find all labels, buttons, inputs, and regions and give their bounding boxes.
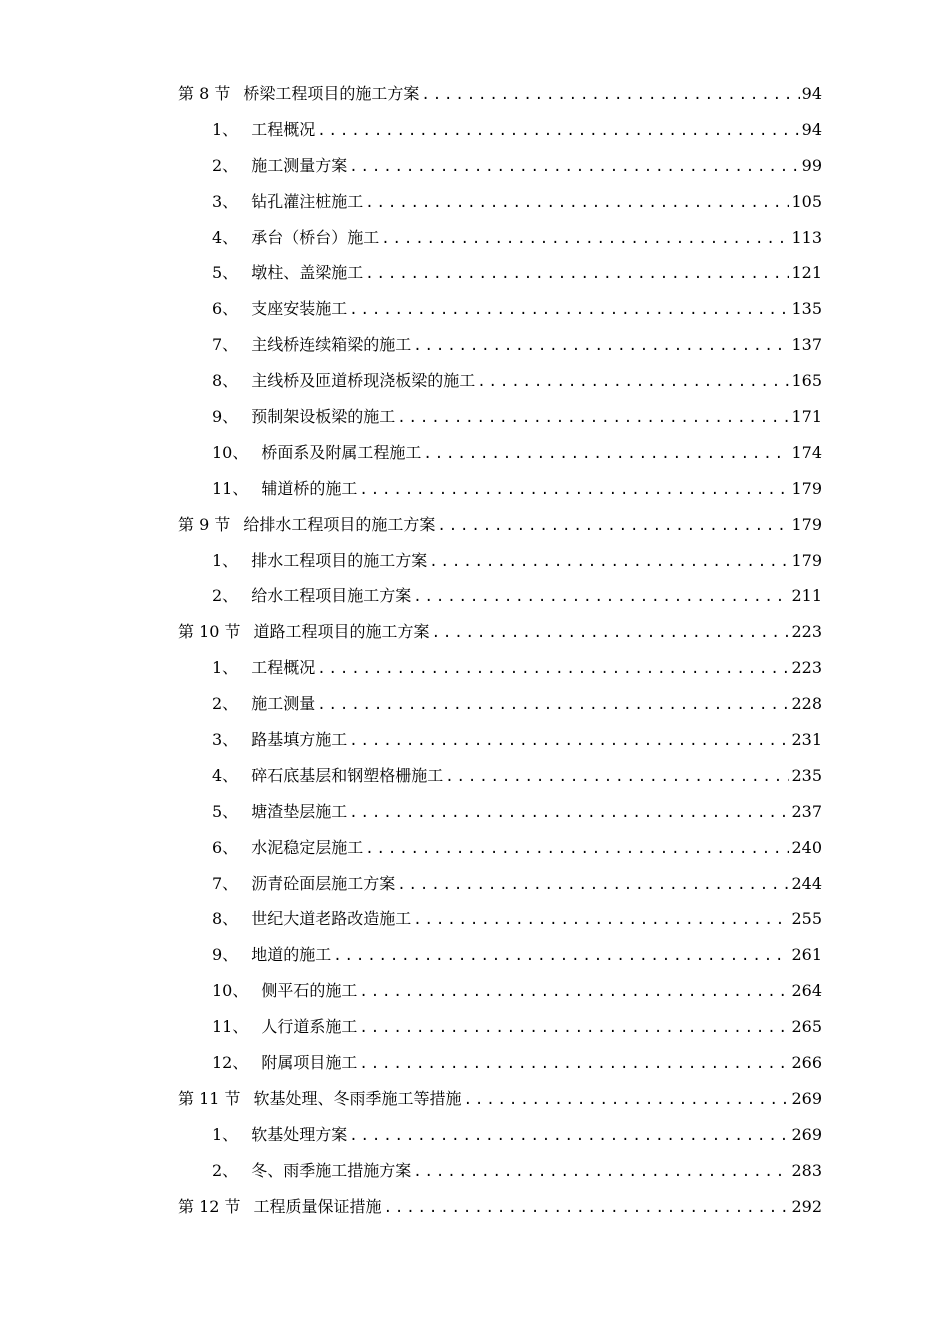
toc-entry-title: 道路工程项目的施工方案 xyxy=(253,622,430,642)
toc-entry-page: 264 xyxy=(791,981,822,1001)
toc-entry-page: 266 xyxy=(791,1053,822,1073)
toc-entry-page: 223 xyxy=(791,658,822,678)
toc-subsection-entry[interactable] xyxy=(178,435,822,471)
toc-entry-title: 软基处理方案 xyxy=(251,1124,348,1144)
toc-subsection-entry[interactable] xyxy=(178,1045,822,1081)
toc-entry-page: 137 xyxy=(791,335,822,355)
dot-leader xyxy=(317,114,799,148)
toc-entry-number: 11、 xyxy=(212,1017,249,1037)
toc-entry-title: 施工测量 xyxy=(251,694,316,714)
toc-subsection-entry[interactable] xyxy=(178,148,822,184)
toc-entry-page: 94 xyxy=(801,84,822,103)
toc-entry-number: 5、 xyxy=(212,263,239,283)
toc-entry-number: 6、 xyxy=(212,837,239,857)
dot-leader xyxy=(333,939,789,973)
dot-leader xyxy=(381,222,789,256)
toc-entry-number: 1、 xyxy=(212,550,239,570)
toc-subsection-entry[interactable] xyxy=(178,973,822,1009)
toc-subsection-entry[interactable] xyxy=(178,1117,822,1153)
dot-leader xyxy=(359,1047,789,1081)
toc-entry-number: 8、 xyxy=(212,371,239,391)
toc-subsection-entry[interactable] xyxy=(178,830,822,866)
toc-section-entry[interactable] xyxy=(178,614,822,650)
dot-leader xyxy=(349,796,789,830)
toc-subsection-entry[interactable] xyxy=(178,363,822,399)
toc-subsection-entry[interactable] xyxy=(178,399,822,435)
dot-leader xyxy=(423,437,789,471)
toc-entry-page: 244 xyxy=(791,873,822,893)
toc-entry-number: 7、 xyxy=(212,873,239,893)
toc-entry-page: 165 xyxy=(791,371,822,391)
dot-leader xyxy=(359,1011,789,1045)
toc-entry-number: 第 12 节 xyxy=(178,1196,241,1216)
dot-leader xyxy=(477,365,789,399)
toc-entry-number: 11、 xyxy=(212,478,249,498)
dot-leader xyxy=(413,329,789,363)
dot-leader xyxy=(365,832,789,866)
toc-subsection-entry[interactable] xyxy=(178,255,822,291)
toc-entry-page: 223 xyxy=(791,622,822,642)
dot-leader xyxy=(421,78,799,112)
toc-entry-number: 9、 xyxy=(212,407,239,427)
toc-subsection-entry[interactable] xyxy=(178,184,822,220)
dot-leader xyxy=(349,293,789,327)
toc-entry-title: 人行道系施工 xyxy=(261,1017,358,1037)
dot-leader xyxy=(317,652,789,686)
toc-entry-page: 179 xyxy=(791,478,822,498)
toc-entry-page: 237 xyxy=(791,801,822,821)
toc-entry-number: 12、 xyxy=(212,1053,249,1073)
toc-subsection-entry[interactable] xyxy=(178,220,822,256)
toc-entry-page: 211 xyxy=(791,586,822,606)
dot-leader xyxy=(359,473,789,507)
toc-entry-title: 世纪大道老路改造施工 xyxy=(251,909,412,929)
toc-entry-page: 121 xyxy=(791,263,822,283)
toc-subsection-entry[interactable] xyxy=(178,901,822,937)
toc-entry-number: 第 11 节 xyxy=(178,1088,241,1108)
toc-entry-page: 135 xyxy=(791,299,822,319)
dot-leader xyxy=(397,868,789,902)
toc-entry-page: 240 xyxy=(791,837,822,857)
toc-entry-title: 塘渣垫层施工 xyxy=(251,801,348,821)
dot-leader xyxy=(349,150,799,184)
toc-entry-number: 9、 xyxy=(212,945,239,965)
toc-entry-page: 269 xyxy=(791,1124,822,1144)
toc-entry-number: 第 10 节 xyxy=(178,622,241,642)
toc-entry-title: 主线桥及匝道桥现浇板梁的施工 xyxy=(251,371,476,391)
toc-entry-page: 283 xyxy=(791,1160,822,1180)
toc-entry-number: 8、 xyxy=(212,909,239,929)
toc-section-entry[interactable] xyxy=(178,76,822,112)
toc-subsection-entry[interactable] xyxy=(178,866,822,902)
toc-entry-number: 2、 xyxy=(212,1160,239,1180)
toc-entry-page: 255 xyxy=(791,909,822,929)
toc-entry-page: 269 xyxy=(791,1088,822,1108)
dot-leader xyxy=(413,580,789,614)
toc-subsection-entry[interactable] xyxy=(178,1153,822,1189)
toc-entry-number: 第 8 节 xyxy=(178,84,231,103)
toc-entry-title: 工程概况 xyxy=(251,119,316,139)
toc-entry-title: 路基填方施工 xyxy=(251,730,348,750)
dot-leader xyxy=(432,616,790,650)
toc-subsection-entry[interactable] xyxy=(178,327,822,363)
toc-section-entry[interactable] xyxy=(178,1081,822,1117)
toc-entry-title: 主线桥连续箱梁的施工 xyxy=(251,335,412,355)
dot-leader xyxy=(317,688,789,722)
toc-entry-title: 沥青砼面层施工方案 xyxy=(251,873,396,893)
toc-entry-number: 1、 xyxy=(212,119,239,139)
toc-entry-title: 工程概况 xyxy=(251,658,316,678)
dot-leader xyxy=(349,1119,789,1153)
toc-entry-page: 99 xyxy=(801,155,822,175)
toc-entry-title: 侧平石的施工 xyxy=(261,981,358,1001)
toc-entry-page: 105 xyxy=(791,191,822,211)
toc-subsection-entry[interactable] xyxy=(178,722,822,758)
toc-entry-number: 2、 xyxy=(212,155,239,175)
toc-entry-page: 265 xyxy=(791,1017,822,1037)
dot-leader xyxy=(413,1155,789,1189)
toc-subsection-entry[interactable] xyxy=(178,650,822,686)
dot-leader xyxy=(365,257,789,291)
toc-entry-number: 2、 xyxy=(212,586,239,606)
toc-entry-title: 施工测量方案 xyxy=(251,155,348,175)
dot-leader xyxy=(429,545,789,579)
toc-entry-page: 174 xyxy=(791,442,822,462)
toc-entry-title: 碎石底基层和钢塑格栅施工 xyxy=(251,765,444,785)
dot-leader xyxy=(397,401,789,435)
toc-subsection-entry[interactable] xyxy=(178,578,822,614)
toc-entry-title: 地道的施工 xyxy=(251,945,332,965)
toc-entry-number: 10、 xyxy=(212,442,249,462)
dot-leader xyxy=(445,760,789,794)
toc-entry-number: 5、 xyxy=(212,801,239,821)
toc-entry-title: 桥梁工程项目的施工方案 xyxy=(243,84,420,103)
toc-subsection-entry[interactable] xyxy=(178,291,822,327)
toc-entry-number: 10、 xyxy=(212,981,249,1001)
toc-entry-title: 给水工程项目施工方案 xyxy=(251,586,412,606)
toc-entry-number: 3、 xyxy=(212,730,239,750)
toc-entry-page: 113 xyxy=(791,227,822,247)
toc-subsection-entry[interactable] xyxy=(178,1009,822,1045)
toc-entry-page: 228 xyxy=(791,694,822,714)
dot-leader xyxy=(437,509,789,543)
toc-subsection-entry[interactable] xyxy=(178,543,822,579)
dot-leader xyxy=(464,1083,790,1117)
dot-leader xyxy=(384,1191,790,1225)
toc-entry-page: 94 xyxy=(801,119,822,139)
toc-section-entry[interactable] xyxy=(178,1189,822,1225)
toc-entry-page: 235 xyxy=(791,765,822,785)
toc-entry-title: 辅道桥的施工 xyxy=(261,478,358,498)
dot-leader xyxy=(413,903,789,937)
toc-section-entry[interactable] xyxy=(178,507,822,543)
toc-entry-title: 附属项目施工 xyxy=(261,1053,358,1073)
toc-entry-title: 冬、雨季施工措施方案 xyxy=(251,1160,412,1180)
toc-entry-title: 桥面系及附属工程施工 xyxy=(261,442,422,462)
toc-entry-title: 钻孔灌注桩施工 xyxy=(251,191,364,211)
toc-entry-title: 排水工程项目的施工方案 xyxy=(251,550,428,570)
toc-entry-number: 3、 xyxy=(212,191,239,211)
toc-entry-title: 给排水工程项目的施工方案 xyxy=(243,514,436,534)
toc-entry-title: 预制架设板梁的施工 xyxy=(251,407,396,427)
dot-leader xyxy=(365,186,789,220)
dot-leader xyxy=(359,975,789,1009)
toc-entry-page: 171 xyxy=(791,407,822,427)
toc-entry-page: 179 xyxy=(791,550,822,570)
toc-subsection-entry[interactable] xyxy=(178,794,822,830)
toc-entry-number: 7、 xyxy=(212,335,239,355)
toc-entry-page: 179 xyxy=(791,514,822,534)
toc-entry-title: 支座安装施工 xyxy=(251,299,348,319)
toc-entry-title: 软基处理、冬雨季施工等措施 xyxy=(253,1088,462,1108)
toc-entry-number: 6、 xyxy=(212,299,239,319)
dot-leader xyxy=(349,724,789,758)
toc-entry-title: 工程质量保证措施 xyxy=(253,1196,382,1216)
toc-subsection-entry[interactable] xyxy=(178,686,822,722)
toc-subsection-entry[interactable] xyxy=(178,471,822,507)
table-of-contents xyxy=(178,76,822,1225)
toc-entry-title: 承台（桥台）施工 xyxy=(251,227,380,247)
toc-entry-number: 4、 xyxy=(212,765,239,785)
toc-subsection-entry[interactable] xyxy=(178,758,822,794)
toc-entry-page: 292 xyxy=(791,1196,822,1216)
toc-subsection-entry[interactable] xyxy=(178,937,822,973)
toc-entry-page: 261 xyxy=(791,945,822,965)
toc-entry-number: 4、 xyxy=(212,227,239,247)
toc-entry-number: 第 9 节 xyxy=(178,514,231,534)
toc-subsection-entry[interactable] xyxy=(178,112,822,148)
toc-entry-number: 1、 xyxy=(212,658,239,678)
toc-entry-page: 231 xyxy=(791,730,822,750)
toc-entry-title: 墩柱、盖梁施工 xyxy=(251,263,364,283)
toc-entry-title: 水泥稳定层施工 xyxy=(251,837,364,857)
toc-entry-number: 1、 xyxy=(212,1124,239,1144)
toc-entry-number: 2、 xyxy=(212,694,239,714)
